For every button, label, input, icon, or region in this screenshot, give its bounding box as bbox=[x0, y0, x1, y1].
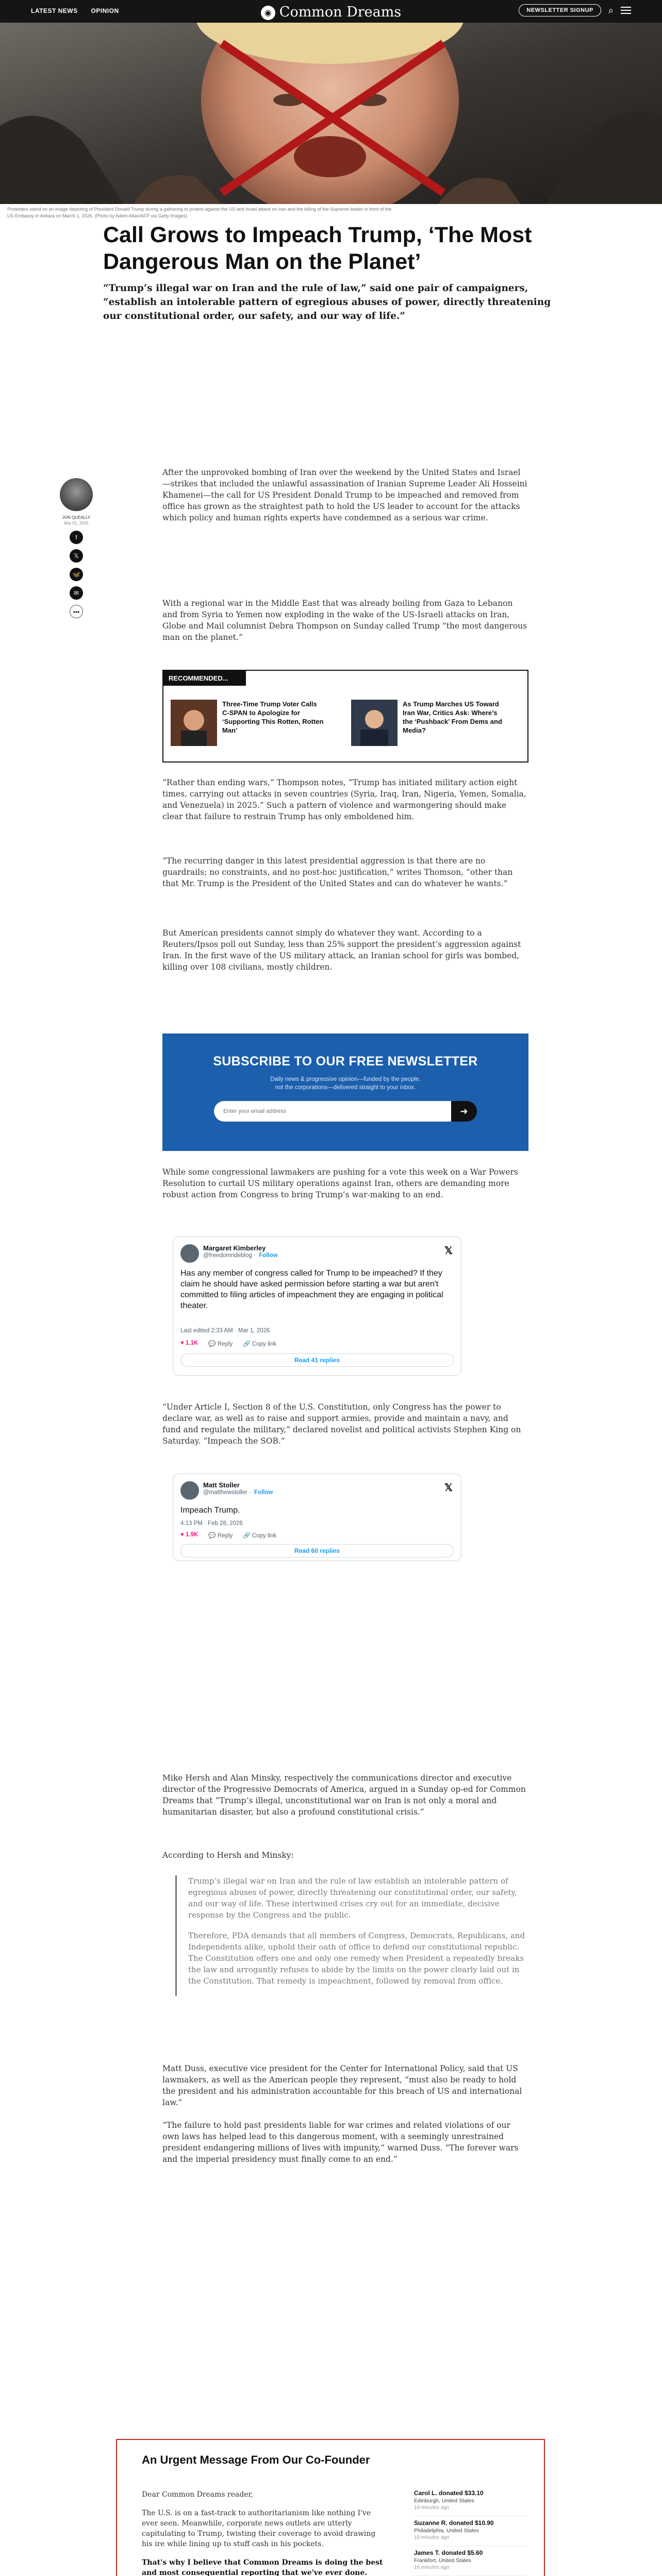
recommended-label: RECOMMENDED... bbox=[163, 671, 246, 686]
donor-entry bbox=[414, 2489, 527, 2516]
article-paragraph: According to Hersh and Minsky: bbox=[162, 1851, 294, 1860]
x-share-icon[interactable]: 𝕏 bbox=[70, 549, 83, 563]
recommended-box bbox=[162, 670, 528, 762]
newsletter-signup-button[interactable]: NEWSLETTER SIGNUP bbox=[519, 4, 601, 16]
article-paragraph: Matt Duss, executive vice president for the Center for International Policy, said that US lawmakers, as well as the American people they represent, “must also be ready to hold the president and his administration accountable for this breach of US and international law.” bbox=[162, 2064, 522, 2107]
x-logo-icon[interactable]: 𝕏 bbox=[444, 1245, 453, 1257]
email-share-icon[interactable]: ✉ bbox=[70, 586, 83, 600]
article-paragraph: While some congressional lawmakers are pushing for a vote this week on a War Powers Resolution to curtail US military operations against Iran, others are demanding more robust action from Congress to bring Trump’s war-making to an end. bbox=[162, 1167, 518, 1199]
author-name[interactable]: JON QUEALLY bbox=[62, 515, 91, 520]
donation-appeal-box bbox=[116, 2439, 545, 2576]
top-navigation-bar bbox=[0, 0, 662, 23]
site-name: Common Dreams bbox=[279, 4, 402, 20]
tweet-like-count[interactable]: 1.1K bbox=[186, 1340, 198, 1346]
read-replies-button[interactable]: Read 60 replies bbox=[180, 1544, 454, 1557]
tweet-handle[interactable]: @matthewstoller bbox=[203, 1489, 247, 1496]
link-icon[interactable]: 🔗 bbox=[243, 1533, 251, 1539]
article-paragraph: But American presidents cannot simply do whatever they want. According to a Reuters/Ipsos poll out Sunday, less than 25% support the president’s aggression against Iran. In the first wave of the US military attack, an Iranian school for girls was bombed, killing over 108 civilians, mostly children. bbox=[162, 928, 521, 972]
recommended-title[interactable]: As Trump Marches US Toward Iran War, Critics Ask: Where’s the ‘Pushback’ From Dems and Media? bbox=[403, 700, 502, 734]
more-share-icon[interactable]: ••• bbox=[70, 605, 83, 618]
tweet-text: Has any member of congress called for Trump to be impeached? If they claim he should have asked permission before starting a war but aren't committed to filing articles of impeachment they are engaging in political theater. bbox=[180, 1269, 443, 1310]
article-paragraph: “Rather than ending wars,” Thompson notes, “Trump has initiated military action eight times, carrying out attacks in seven countries (Syria, Iraq, Iran, Nigeria, Yemen, Somalia, and Venezuela) in 2025.” Such a pattern of violence and warmongering should make clear that failure to restrain Trump has only emboldened him. bbox=[162, 778, 526, 821]
newsletter-subtitle-line: not the corporations—delivered straight to your inbox. bbox=[275, 1084, 416, 1091]
globe-logo-icon: ◉ bbox=[261, 6, 275, 20]
article-paragraph: “The failure to hold past presidents liable for war crimes and related violations of our own laws has helped lead to this dangerous moment, with a seemingly unrestrained president endangering millions of lives with impunity,” warned Duss. “The forever wars and the imperial presidency must finally come to an end.” bbox=[162, 2121, 519, 2164]
donor-location: Philadelphia, United States bbox=[414, 2528, 479, 2534]
donor-name: Carol L. donated $33.10 bbox=[414, 2489, 484, 2497]
author-avatar[interactable] bbox=[60, 478, 93, 511]
embedded-tweet[interactable]: Margaret Kimberley @freedomrideblog · Follow 𝕏 Has any member of congress called for Trump to be impeached? If they claim he should have asked permission before starting a war but aren't committed to filing articles of impeachment they are engaging in political theater. Last edited 2:33 AM · Mar 1, 2026 ♥ 1.1K 💬 Reply 🔗 Copy link Read 41 replies bbox=[173, 1236, 461, 1376]
reply-icon[interactable]: 💬 bbox=[208, 1533, 216, 1539]
nav-latest-news[interactable]: LATEST NEWS bbox=[31, 7, 78, 14]
donor-time: 19 minutes ago bbox=[414, 2535, 450, 2540]
quote-paragraph: Therefore, PDA demands that all members of Congress, Democrats, Republicans, and Independents alike, uphold their oath of office to defend our constitutional republic. The Constitution offers one and only one remedy when President a repeatedly breaks the law and arrogantly refuses to abide by the limits on the power clearly laid out in the Constitution. That remedy is impeachment, followed by removal from office. bbox=[188, 1931, 525, 1986]
tweet-timestamp[interactable]: Last edited 2:33 AM · Mar 1, 2026 bbox=[180, 1328, 270, 1334]
photo-thumbnail bbox=[171, 700, 217, 746]
donor-entry bbox=[414, 2519, 527, 2546]
recommended-title[interactable]: Three-Time Trump Voter Calls C-SPAN to Apologize for ‘Supporting This Rotten, Rotten Man’ bbox=[222, 700, 324, 734]
heart-icon[interactable]: ♥ bbox=[180, 1532, 184, 1538]
tweet-avatar[interactable] bbox=[180, 1481, 199, 1500]
article-dek: “Trump’s illegal war on Iran and the rule of law,” said one pair of campaigners, “establish an intolerable pattern of egregious abuses of power, directly threatening our constitutional order, our safety, and our way of life.” bbox=[103, 283, 551, 321]
tweet-text: Impeach Trump. bbox=[180, 1506, 240, 1515]
search-icon[interactable]: ⌕ bbox=[608, 5, 614, 15]
author-sidebar bbox=[60, 478, 93, 618]
heart-icon[interactable]: ♥ bbox=[180, 1340, 184, 1346]
recommended-item[interactable] bbox=[346, 698, 511, 754]
blockquote bbox=[175, 1875, 528, 1996]
letter-paragraph: The U.S. is on a fast-track to authoritarianism like nothing I've ever seen. Meanwhile, corporate news outlets are utterly capitulating to Trump, twisting their coverage to avoid drawing his ire while lining up to stuff cash in his pockets. bbox=[142, 2509, 376, 2548]
x-logo-icon[interactable]: 𝕏 bbox=[444, 1482, 453, 1494]
donor-entry bbox=[414, 2549, 527, 2576]
reply-icon[interactable]: 💬 bbox=[208, 1341, 216, 1347]
tweet-reply-button[interactable]: Reply bbox=[217, 1341, 233, 1347]
article-paragraph: “Under Article I, Section 8 of the U.S. Constitution, only Congress has the power to declare war, as well as to raise and support armies, provide and maintain a navy, and fund and regulate the military,” declared novelist and political activists Stephen King on Saturday. “Impeach the SOB.” bbox=[162, 1402, 521, 1446]
tweet-reply-button[interactable]: Reply bbox=[217, 1533, 233, 1539]
recent-donors-list bbox=[414, 2489, 527, 2576]
newsletter-title: SUBSCRIBE TO OUR FREE NEWSLETTER bbox=[213, 1054, 478, 1069]
donor-location: Edinburgh, United States bbox=[414, 2498, 474, 2504]
email-input[interactable] bbox=[214, 1101, 451, 1122]
embedded-tweet[interactable]: Matt Stoller @matthewstoller · Follow 𝕏 Impeach Trump. 4:13 PM · Feb 28, 2026 ♥ 1.9K 💬 Reply 🔗 Copy link Read 60 replies bbox=[173, 1473, 461, 1561]
facebook-share-icon[interactable]: f bbox=[70, 531, 83, 544]
article-paragraph: “The recurring danger in this latest presidential aggression is that there are no guardrails; no constraints, and no post-hoc justification,” writes Thomson, “other than that Mr. Trump is the President of the United States and can do whatever he wants.” bbox=[162, 856, 513, 888]
tweet-like-count[interactable]: 1.9K bbox=[186, 1532, 198, 1538]
donor-time: 16 minutes ago bbox=[414, 2565, 450, 2570]
article-paragraph: With a regional war in the Middle East that was already boiling from Gaza to Lebanon and from Syria to Yemen now exploding in the wake of the US-Israeli attacks on Iran, Globe and Mail columnist Debra Thompson on Sunday called Trump “the most dangerous man on the planet.” bbox=[162, 599, 527, 642]
tweet-avatar[interactable] bbox=[180, 1244, 199, 1263]
tweet-copy-link[interactable]: Copy link bbox=[252, 1341, 277, 1347]
tweet-author-name[interactable]: Matt Stoller bbox=[203, 1481, 240, 1489]
donor-name: Suzanne R. donated $10.90 bbox=[414, 2519, 494, 2527]
publish-date: Mar 01, 2026 bbox=[64, 521, 89, 526]
newsletter-subtitle bbox=[162, 1075, 528, 1092]
bluesky-share-icon[interactable]: 🦋 bbox=[70, 568, 83, 581]
link-icon[interactable]: 🔗 bbox=[243, 1341, 251, 1347]
newsletter-subtitle-line: Daily news & progressive opinion—funded by the people, bbox=[270, 1076, 421, 1082]
donation-letter bbox=[142, 2489, 384, 2576]
letter-paragraph: That's why I believe that Common Dreams is doing the best and most consequential reporting that we've ever done. bbox=[142, 2558, 383, 2576]
hamburger-menu-icon[interactable] bbox=[621, 7, 631, 14]
article-headline: Call Grows to Impeach Trump, ‘The Most Dangerous Man on the Planet’ bbox=[103, 223, 532, 274]
quote-paragraph: Trump’s illegal war on Iran and the rule of law establish an intolerable pattern of egregious abuses of power, directly threatening our constitutional order, our safety, and our way of life. These intertwined crises cry out for an immediate, decisive response by the Congress and the public. bbox=[188, 1876, 517, 1920]
tweet-copy-link[interactable]: Copy link bbox=[252, 1533, 277, 1539]
nav-opinion[interactable]: OPINION bbox=[91, 7, 119, 14]
arrow-right-icon[interactable]: ➜ bbox=[451, 1101, 477, 1122]
article-paragraph: Mike Hersh and Alan Minsky, respectively the communications director and executive director of the Progressive Democrats of America, argued in a Sunday op-ed for Common Dreams that “Trump’s illegal, unconstitutional war on Iran is not only a moral and humanitarian disaster, but also a profound constitutional crisis.” bbox=[162, 1773, 526, 1817]
hero-photo bbox=[0, 23, 662, 204]
hero-caption: Protesters stand on an image depicting of President Donald Trump during a gathering to protest against the US and Israel attack on Iran and the killing of the Supreme leader in front of the US Embassy in Ankara on March 1, 2026. (Photo by Adem Altan/AFP via Getty Images) bbox=[7, 207, 392, 218]
newsletter-signup-box bbox=[162, 1033, 528, 1151]
letter-paragraph: Dear Common Dreams reader, bbox=[142, 2490, 254, 2499]
tweet-follow-link[interactable]: Follow bbox=[254, 1489, 273, 1496]
tweet-author-name[interactable]: Margaret Kimberley bbox=[203, 1244, 266, 1252]
donation-title: An Urgent Message From Our Co-Founder bbox=[142, 2453, 370, 2466]
read-replies-button[interactable]: Read 41 replies bbox=[180, 1353, 454, 1367]
tweet-timestamp[interactable]: 4:13 PM · Feb 28, 2026 bbox=[180, 1520, 243, 1527]
article-paragraph: After the unprovoked bombing of Iran over the weekend by the United States and Israel—strikes that included the unlawful assassination of Iranian Supreme Leader Ali Hosseini Khamenei—the call for US President Donald Trump to be impeached and removed from office has grown as the straightest path to hold the US leader to account for the attacks which policy and human rights experts have condemned as a serious war crime. bbox=[162, 468, 527, 522]
donor-name: James T. donated $5.60 bbox=[414, 2549, 483, 2556]
photo-thumbnail bbox=[351, 700, 398, 746]
tweet-follow-link[interactable]: Follow bbox=[259, 1252, 278, 1259]
tweet-handle[interactable]: @freedomrideblog bbox=[203, 1252, 252, 1259]
donor-location: Frankfort, United States bbox=[414, 2557, 471, 2564]
recommended-item[interactable] bbox=[166, 698, 330, 754]
donor-time: 19 minutes ago bbox=[414, 2505, 450, 2511]
